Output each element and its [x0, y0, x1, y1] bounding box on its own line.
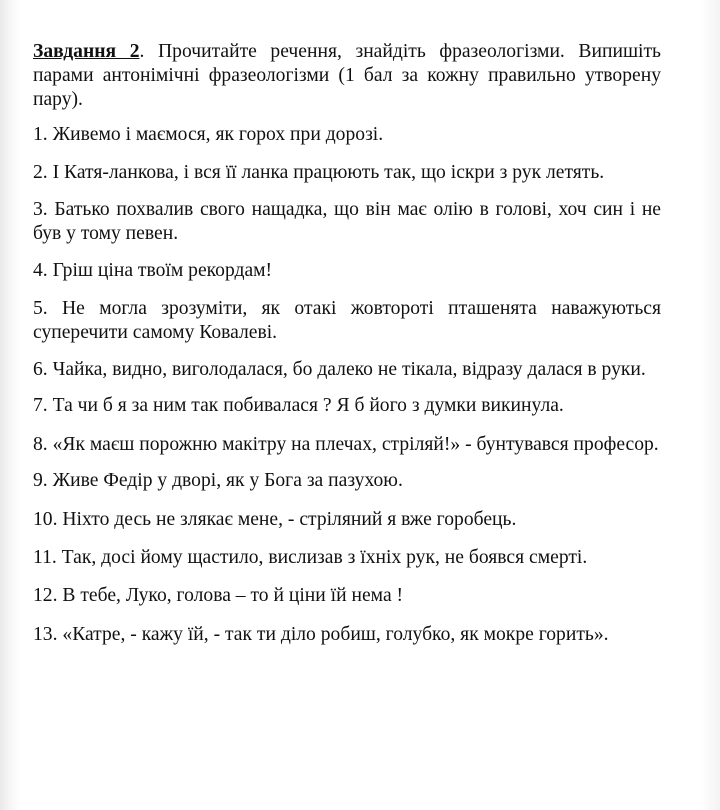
- document-content: [33, 40, 661, 659]
- sentence-9: 9. Живе Федір у дворі, як у Бога за пазухою.: [33, 470, 403, 492]
- task-paragraph: [33, 40, 661, 112]
- sentence-11: 11. Так, досі йому щастило, вислизав з їхніх рук, не боявся смерті.: [33, 546, 588, 568]
- sentence-12: 12. В тебе, Луко, голова – то й ціни їй нема !: [33, 585, 404, 607]
- sentence-3: 3. Батько похвалив свого нащадка, що він має олію в голові, хоч син і не був у тому певен.: [33, 198, 661, 244]
- task-title: Завдання 2: [33, 41, 140, 62]
- sentence-7: 7. Та чи б я за ним так побивалася ? Я б його з думки викинула.: [33, 395, 564, 417]
- sentence-2: 2. І Катя-ланкова, і вся її ланка працюють так, що іскри з рук летять.: [33, 162, 605, 184]
- sentence-5: 5. Не могла зрозуміти, як отакі жовтороті пташенята наважуються суперечити самому Ковалеві.: [33, 297, 661, 343]
- sentence-10: 10. Ніхто десь не злякає мене, - стріляний я вже горобець.: [33, 508, 517, 530]
- sentence-13: 13. «Катре, - кажу їй, - так ти діло робиш, голубко, як мокре горить».: [33, 623, 609, 645]
- task-instruction: . Прочитайте речення, знайдіть фразеологізми. Випишіть парами антонімічні фразеологізми (1 бал за кожну правильно утворену пару).: [33, 41, 661, 110]
- sentence-1: 1. Живемо і маємося, як горох при дорозі.: [33, 124, 384, 145]
- sentence-8: 8. «Як маєш порожню макітру на плечах, стріляй!» - бунтувався професор.: [33, 433, 659, 455]
- sentence-list: [33, 123, 661, 647]
- sentence-6: 6. Чайка, видно, виголодалася, бо далеко не тікала, відразу далася в руки.: [33, 358, 646, 380]
- sentence-4: 4. Гріш ціна твоїм рекордам!: [33, 259, 273, 281]
